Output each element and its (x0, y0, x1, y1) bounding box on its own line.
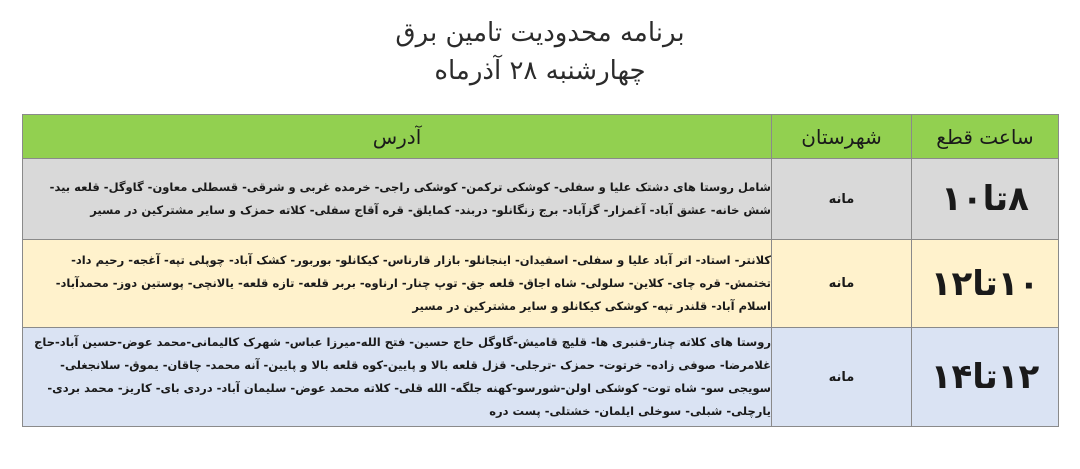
row-time: ۱۲تا۱۴ (912, 328, 1059, 427)
table-header-row (23, 115, 1059, 159)
row-city: مانه (772, 159, 912, 240)
row-address: روستا های کلاته چنار-قنبری ها- قلیچ قامیش-گاوگل حاج حسین- فتح الله-میرزا عباس- شهرک کالیمانی-محمد عوض-حسین آباد-حاج غلامرضا- صوفی زاده- خرتوت- حمزک -ترجلی- قزل قلعه بالا و پایین-کوه قلعه بالا و پایین- آنه محمد- چاقان- یموق- سلانجغلی-سویجی سو- شاه توت- کوشکی اولن-شورسو-کهنه جلگه- الله قلی- کلاته محمد عوض- سلیمان آباد- دردی بای- کاریز- محمد بردی- یارچلی- شبلی- سوخلی ایلمان- خشتلی- پست دره (23, 328, 772, 427)
row-address: کلانتر- استاد- اتر آباد علیا و سفلی- اسفیدان- اینجانلو- بازار قارناس- کیکانلو- بوربور- کشک آباد- چوپلی تپه- آغجه- رحیم داد- تختمش- قره چای- کلاین- سلولی- شاه اجاق- قلعه جق- توپ چنار- ارناوه- بربر قلعه- تازه قلعه- یالانچی- پوستین دوز- محمدآباد- اسلام آباد- قلندر تپه- کوشکی کیکانلو و سایر مشترکین در مسیر (23, 240, 772, 328)
row-time: ۱۰تا۱۲ (912, 240, 1059, 328)
table-row (23, 159, 1059, 240)
page-title: برنامه محدودیت تامین برق (395, 18, 685, 48)
column-header-city: شهرستان (772, 115, 912, 159)
table-row (23, 240, 1059, 328)
column-header-time: ساعت قطع (912, 115, 1059, 159)
row-city: مانه (772, 328, 912, 427)
table-row (23, 328, 1059, 427)
row-time: ۸تا۱۰ (912, 159, 1059, 240)
outage-schedule-table (22, 114, 1059, 427)
page-date: چهارشنبه ۲۸ آذرماه (434, 56, 646, 86)
row-address: شامل روستا های دشتک علیا و سفلی- کوشکی ترکمن- کوشکی راجی- خرمده غربی و شرقی- قسطلی معاون- گاوگل- قلعه بید- شش خانه- عشق آباد- آغمزار- گزآباد- برج زنگانلو- دربند- کمایلق- قره آقاج سفلی- کلاته حمزک و سایر مشترکین در مسیر (23, 159, 772, 240)
column-header-address: آدرس (23, 115, 772, 159)
title-block (0, 14, 1080, 90)
row-city: مانه (772, 240, 912, 328)
